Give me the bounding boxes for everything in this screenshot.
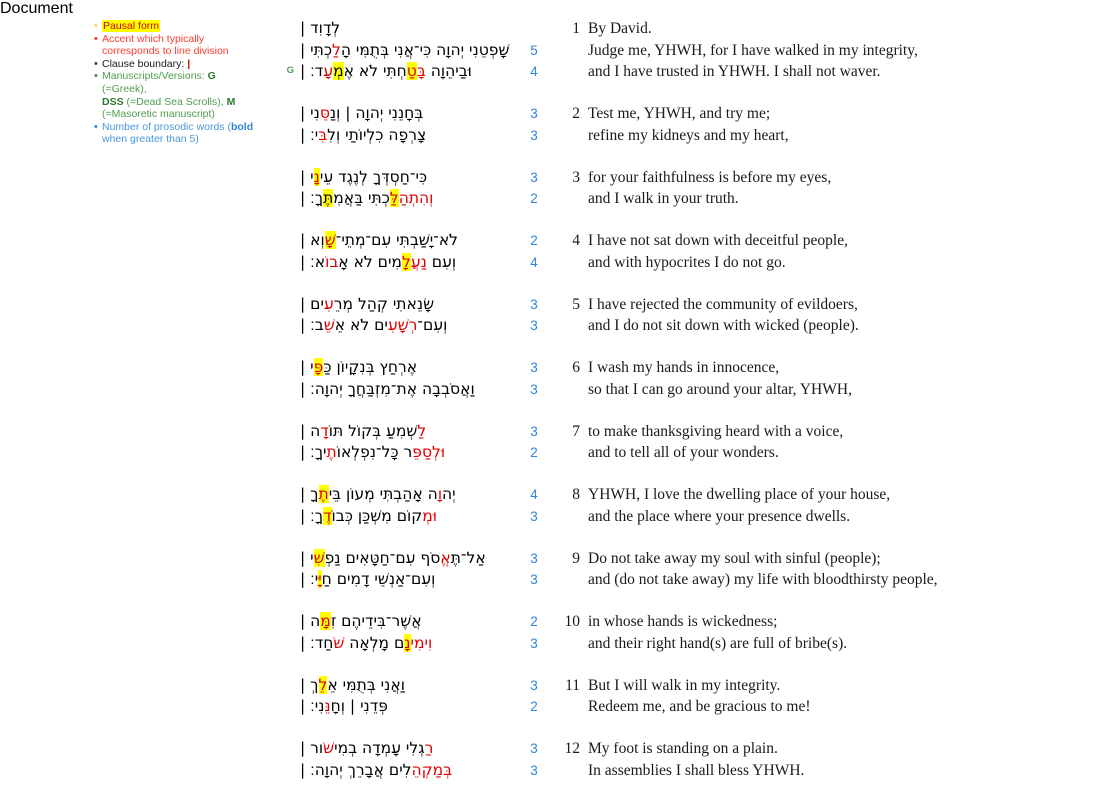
hebrew-segment: צָרְפָה כִלְיוֹתַי וְל [327, 125, 427, 144]
english-line: Do not take away my soul with sinful (people); [588, 549, 881, 567]
prosodic-count: 3 [530, 296, 538, 312]
clause-boundary-bar: | [300, 231, 306, 249]
clause-boundary-bar: | [300, 739, 306, 757]
hebrew-line [300, 442, 522, 464]
clause-boundary-bar: | [345, 104, 351, 122]
english-line: YHWH, I love the dwelling place of your house, [588, 486, 891, 503]
prosodic-count: 3 [530, 423, 538, 439]
clause-boundary-bar: | [300, 167, 306, 186]
hebrew-text [300, 421, 522, 464]
clause-boundary-bar: | [300, 760, 306, 779]
hebrew-line [300, 548, 522, 570]
verse-row [0, 738, 1110, 781]
clause-boundary-bar: | [300, 675, 306, 694]
hebrew-segment: ךְ [305, 675, 319, 694]
verse-row [0, 40, 1110, 83]
line-division-accent: וְ [429, 189, 434, 207]
english-line: By David. [588, 20, 652, 37]
line-division-accent: וִ [427, 633, 433, 652]
clause-boundary-bar: | [300, 358, 306, 376]
pausal-form-accent: מָּ [320, 612, 331, 630]
clause-boundary-bar: | [300, 316, 306, 334]
line-division-accent: שֹׁ [323, 739, 335, 757]
legend-pausal-swatch: Pausal form [103, 20, 160, 32]
hebrew-segment: ַכְתִּי בַּאֲמ [333, 189, 390, 207]
hebrew-text [300, 357, 522, 400]
hebrew-segment: חַד׃ [305, 633, 334, 652]
hebrew-segment: ם מָלְאָה [344, 633, 405, 652]
prosodic-word-counts [522, 357, 546, 400]
hebrew-segment: ֵנִי [305, 104, 320, 122]
english-translation [588, 357, 1110, 400]
english-line: in whose hands is wickedness; [588, 613, 778, 630]
hebrew-text [300, 40, 522, 83]
clause-boundary-bar: | [300, 125, 306, 144]
hebrew-segment: ִּי׃ [305, 125, 319, 144]
manuscript-siglum [0, 103, 300, 128]
hebrew-segment: ָי׃ [305, 570, 319, 588]
verse-number: 2 [572, 105, 580, 122]
prosodic-count: 3 [530, 677, 538, 693]
line-division-accent: לְסַפּ [412, 443, 441, 461]
english-translation [588, 294, 1110, 337]
clause-boundary-bar: | [300, 189, 306, 207]
english-translation [588, 611, 1110, 654]
hebrew-segment: ים לֹא א [334, 316, 388, 334]
legend-mss-prefix: Manuscripts/Versions: [102, 70, 208, 83]
english-line: so that I can go around your altar, YHWH, [588, 380, 852, 398]
verse-number: 3 [572, 168, 580, 186]
hebrew-line [300, 167, 522, 189]
english-line: and to tell all of your wonders. [588, 444, 779, 461]
hebrew-segment: ַכְתִּי [305, 40, 333, 59]
clause-boundary-bar: | [300, 421, 306, 440]
verse-number: 11 [565, 676, 580, 694]
legend-prosodic-line2: when greater than 5) [102, 133, 199, 146]
prosodic-word-counts [522, 103, 546, 146]
hebrew-text [300, 230, 522, 273]
verse-number: 1 [572, 20, 580, 37]
prosodic-word-counts [522, 18, 546, 40]
hebrew-segment: א׃ [305, 252, 326, 271]
legend-accent-line1: Accent which typically [102, 32, 205, 45]
line-division-accent: בּ [443, 760, 453, 779]
prosodic-word-counts [522, 230, 546, 273]
english-translation [588, 167, 1110, 210]
prosodic-count: 2 [530, 445, 538, 460]
pausal-form-accent: תֶ [318, 485, 329, 503]
english-translation [588, 738, 1110, 781]
line-division-accent: ת [326, 443, 337, 461]
english-translation [588, 18, 1110, 40]
english-line: for your faithfulness is before my eyes, [588, 168, 832, 186]
clause-boundary-bar: | [300, 485, 306, 503]
manuscript-siglum [0, 675, 300, 700]
line-division-accent: וּ [440, 443, 446, 461]
english-translation [588, 40, 1110, 83]
english-line: and I do not sit down with wicked (people). [588, 317, 859, 334]
legend-bullet-icon: • [94, 70, 98, 83]
line-division-accent: רְשׁ [397, 316, 418, 334]
hebrew-segment: ֵב׃ [305, 316, 324, 334]
hebrew-line [300, 506, 522, 528]
line-division-accent: ִבּ [318, 125, 328, 144]
prosodic-count: 4 [530, 487, 538, 502]
verse-row [0, 611, 1110, 654]
line-division-accent: שֹׁ [333, 633, 345, 652]
line-division-accent: בּ [416, 62, 426, 80]
manuscript-siglum [0, 294, 300, 319]
hebrew-line [300, 421, 522, 443]
pausal-form-accent: שִׁ [313, 548, 325, 567]
verse-row [0, 167, 1110, 210]
pausal-form-accent: נָ [313, 167, 320, 186]
prosodic-word-counts [522, 167, 546, 210]
pausal-form: מְ [333, 62, 344, 80]
hebrew-line [300, 696, 522, 718]
hebrew-line [300, 294, 522, 316]
english-line: and their right hand(s) are full of bribe(s). [588, 634, 848, 652]
line-division-accent: דָ [320, 421, 329, 440]
pausal-form-accent: לָ [401, 252, 411, 271]
english-line: and I walk in your truth. [588, 190, 739, 207]
verse-row [0, 103, 1110, 146]
prosodic-word-counts [522, 548, 546, 591]
verse-row [0, 421, 1110, 464]
hebrew-text [300, 548, 522, 591]
hebrew-line [300, 61, 522, 83]
prosodic-count: 5 [530, 42, 538, 58]
english-line: and I have trusted in YHWH. I shall not waver. [588, 63, 881, 80]
verse-row [0, 548, 1110, 591]
manuscript-siglum [0, 421, 300, 446]
english-line: and the place where your presence dwells. [588, 507, 851, 525]
hebrew-line [300, 675, 522, 697]
hebrew-segment: ה אָהַבְתִּי מְעוֹן בֵּי [328, 485, 438, 503]
pausal-form-accent: יּ [318, 570, 322, 588]
english-line: Redeem me, and be gracious to me! [588, 698, 811, 715]
hebrew-segment: ַשְׁמִעַ בְּקוֹל תּוֹ [328, 421, 418, 440]
clause-boundary-bar: | [300, 40, 306, 59]
hebrew-line [300, 379, 522, 401]
hebrew-segment: בְּחָנֵנִי יְהוָה [350, 104, 424, 122]
hebrew-text [300, 167, 522, 210]
hebrew-segment: ַגְלִי עָמְדָה בְמִי [334, 739, 425, 757]
hebrew-line [300, 484, 522, 506]
prosodic-count: 3 [530, 572, 538, 587]
prosodic-word-counts [522, 40, 546, 83]
hebrew-line [300, 738, 522, 760]
hebrew-segment: לֹא־יָשַׁבְתִּי עִם־מְתֵי־ [335, 231, 458, 249]
prosodic-word-counts [522, 421, 546, 464]
hebrew-segment: וּבַיהֵוָה [425, 62, 472, 80]
english-translation [588, 103, 1110, 146]
hebrew-line [300, 188, 522, 210]
hebrew-segment: ךָ׃ [305, 506, 324, 525]
prosodic-count: 3 [530, 106, 538, 121]
hebrew-text [300, 294, 522, 337]
english-line: to make thanksgiving heard with a voice, [588, 422, 844, 440]
prosodic-count: 3 [530, 508, 538, 524]
verse-row [0, 230, 1110, 273]
clause-boundary-bar: | [300, 697, 306, 715]
clause-boundary-bar: | [300, 506, 306, 525]
line-division-accent: בוֹ [325, 252, 339, 271]
hebrew-segment: ַחְתִּי לֹא אֶ [343, 62, 407, 80]
legend-mss-dss-expand: (=Dead Sea Scrolls), [123, 95, 227, 108]
english-line: refine my kidneys and my heart, [588, 126, 789, 144]
prosodic-count: 2 [530, 699, 538, 714]
hebrew-segment: יְה [442, 485, 456, 503]
clause-boundary-bar: | [300, 443, 306, 461]
pausal-form-accent: נָ [404, 633, 411, 652]
hebrew-segment: ה [305, 421, 321, 440]
english-translation [588, 230, 1110, 273]
line-division-accent: ַסּ [319, 104, 330, 122]
prosodic-count: 3 [530, 318, 538, 333]
english-line: But I will walk in my integrity. [588, 676, 781, 694]
hebrew-line [300, 103, 522, 125]
hebrew-text [300, 18, 522, 40]
clause-boundary-bar: | [300, 633, 306, 652]
verse-number: 12 [564, 740, 580, 757]
legend-mss-masoretic: (=Masoretic manuscript) [102, 108, 215, 121]
line-division-accent: ְמַקְהֵ [411, 760, 444, 779]
verse-number [546, 40, 588, 62]
legend-clause-text: Clause boundary: [102, 57, 188, 70]
hebrew-segment: ךָ׃ [305, 189, 324, 207]
hebrew-segment: כִּי־חַסְדְּךָ לְנֶגֶד עֵי [319, 167, 428, 186]
hebrew-segment: אַל־תּ [450, 548, 486, 567]
hebrew-segment: ור [305, 739, 324, 757]
verse-number: 6 [572, 359, 580, 376]
line-division-accent: ר [424, 739, 434, 757]
verse-number: 8 [572, 486, 580, 503]
legend-prosodic-bold: bold [230, 120, 254, 133]
english-line: In assemblies I shall bless YHWH. [588, 761, 805, 779]
hebrew-segment: שָׁפְטֵנִי יְהוָה כִּי־אֲנִי בְּתֻמִּי הָ [340, 40, 510, 59]
hebrew-line [300, 18, 522, 40]
prosodic-count: 2 [530, 233, 538, 248]
line-division-accent: הִתְהַ [398, 189, 430, 207]
english-line: and with hypocrites I do not go. [588, 253, 786, 271]
manuscript-siglum [0, 167, 300, 192]
manuscript-siglum [0, 230, 300, 255]
english-line: Judge me, YHWH, for I have walked in my integrity, [588, 41, 918, 59]
clause-boundary-bar: | [300, 612, 306, 630]
manuscript-siglum [0, 484, 300, 509]
english-translation [588, 548, 1110, 591]
hebrew-segment: וְעִם־ [417, 316, 448, 334]
pausal-form-accent: לֵ [318, 675, 328, 694]
hebrew-text [300, 484, 522, 527]
line-division-accent: עָ [323, 62, 334, 80]
hebrew-segment: פְּדֵנִי [355, 697, 388, 715]
hebrew-segment: וַאֲנִי בְּתֻמִּי אֵ [327, 675, 405, 694]
hebrew-segment: וְעִם־אַנְשֵׁי דָמִים חַ [321, 570, 436, 588]
prosodic-count: 3 [530, 550, 538, 566]
prosodic-count: 4 [530, 64, 538, 79]
legend-mss-g: G [207, 70, 216, 83]
manuscript-siglum [0, 611, 300, 636]
manuscript-siglum [0, 357, 300, 382]
verse-number: 5 [572, 295, 580, 313]
hebrew-segment: ֵנִי׃ [305, 697, 325, 715]
hebrew-segment: ְקוֹם מִשְׁכַּן כְּבוֹ [331, 506, 423, 525]
hebrew-segment: ךָ [305, 485, 319, 503]
clause-boundary-bar: | [300, 104, 306, 122]
line-division-accent: ֵע [323, 294, 334, 313]
legend-mss-dss: DSS [102, 95, 124, 108]
hebrew-segment: וְא [305, 231, 325, 249]
line-division-accent: ל [417, 421, 427, 440]
prosodic-count: 3 [530, 169, 538, 185]
pausal-form-accent: ַפּ [313, 358, 324, 376]
pausal-form-accent: לּ [389, 189, 399, 207]
prosodic-word-counts [522, 738, 546, 781]
verse-row [0, 294, 1110, 337]
legend-prosodic-prefix: Number of prosodic words ( [102, 120, 231, 133]
pausal-form-accent: שָׁ [324, 231, 336, 249]
prosodic-word-counts [522, 294, 546, 337]
verse-row [0, 484, 1110, 527]
clause-boundary-bar: | [300, 62, 306, 80]
clause-boundary-bar: | [300, 294, 306, 313]
prosodic-count: 3 [530, 741, 538, 756]
prosodic-count: 3 [530, 635, 538, 651]
legend-bullet-icon: • [94, 57, 98, 70]
prosodic-count: 3 [530, 381, 538, 397]
english-line: I wash my hands in innocence, [588, 359, 780, 376]
manuscript-siglum: G [286, 64, 294, 76]
hebrew-segment: י [305, 548, 314, 567]
pausal-form-accent: דֶ [323, 506, 332, 525]
prosodic-count: 3 [530, 762, 538, 778]
hebrew-text [300, 738, 522, 781]
hebrew-segment: לְדָוִד [305, 19, 341, 37]
hebrew-segment: ָי [305, 358, 314, 376]
english-line: I have not sat down with deceitful people, [588, 232, 848, 249]
hebrew-line [300, 760, 522, 782]
english-line: My foot is standing on a plain. [588, 740, 778, 757]
verse-number: 4 [572, 232, 580, 249]
hebrew-line [300, 315, 522, 337]
legend-bullet-icon: • [94, 20, 98, 32]
hebrew-segment: וְעִם [426, 252, 457, 271]
verse-number: 9 [572, 549, 580, 567]
hebrew-segment: מִים לֹא אָ [338, 252, 402, 271]
verse-row [0, 675, 1110, 718]
hebrew-line [300, 569, 522, 591]
line-division-accent: ָעִ [387, 316, 398, 334]
hebrew-segment: ֵר כָּל־נִפְלְאוֹ [336, 443, 413, 461]
manuscript-siglum [0, 738, 300, 763]
legend-accent-line2: corresponds to line division [102, 45, 229, 58]
line-division-accent: וּ [432, 506, 437, 525]
hebrew-text [300, 611, 522, 654]
hebrew-text [300, 675, 522, 718]
hebrew-line [300, 125, 522, 147]
clause-boundary-bar: | [300, 252, 306, 271]
clause-boundary-bar: | [349, 697, 356, 715]
pausal-form: ִת [323, 189, 334, 207]
line-division-accent: ימִי [410, 633, 428, 652]
hebrew-segment: וַאֲסֹבְבָה אֶת־מִזְבַּחֲךָ יְהוָה׃ [305, 379, 475, 398]
hebrew-segment: ד׃ [305, 62, 324, 80]
verse-row [0, 357, 1110, 400]
clause-bar-icon: | [187, 57, 191, 70]
pausal-form-accent: ָט [406, 62, 417, 80]
hebrew-text [300, 103, 522, 146]
line-division-accent: ֶאֱ [440, 548, 451, 567]
hebrew-line [300, 357, 522, 379]
hebrew-line [300, 40, 522, 62]
clause-boundary-bar: | [300, 379, 306, 398]
legend-mss-greek: (=Greek), [102, 82, 147, 95]
hebrew-segment: ה [305, 612, 321, 630]
line-division-accent: ל [332, 40, 341, 59]
prosodic-word-counts [522, 484, 546, 527]
hebrew-line [300, 633, 522, 655]
prosodic-word-counts [522, 675, 546, 718]
legend-bullet-icon: • [94, 120, 98, 133]
hebrew-segment: אֶרְחַץ בְּנִקָיוֹן כּ [323, 358, 418, 376]
clause-boundary-bar: | [300, 548, 306, 567]
line-division-accent: וָ [437, 485, 443, 503]
prosodic-word-counts [522, 611, 546, 654]
hebrew-segment: ֶיךָ׃ [305, 443, 327, 461]
legend-mss-m: M [226, 95, 236, 108]
hebrew-line [300, 252, 522, 274]
english-translation [588, 484, 1110, 527]
prosodic-count: 2 [530, 191, 538, 206]
clause-boundary-bar: | [300, 19, 306, 37]
hebrew-segment: י [305, 167, 314, 186]
manuscript-siglum [0, 548, 300, 573]
verse-number: 7 [572, 422, 580, 440]
line-division-accent: נַעֲ [410, 252, 427, 271]
english-translation [588, 421, 1110, 464]
hebrew-segment: וְח [330, 697, 350, 715]
prosodic-count: 3 [530, 360, 538, 375]
hebrew-segment: לִים אֲבָרֵךְ יְהוָה׃ [305, 760, 412, 779]
line-division-accent: ֵשׁ [323, 316, 335, 334]
legend-bullet-icon: • [94, 32, 98, 45]
hebrew-segment: ִים [305, 294, 324, 313]
prosodic-count: 2 [530, 614, 538, 629]
english-line: I have rejected the community of evildoers, [588, 295, 858, 313]
prosodic-count: 4 [530, 254, 538, 270]
hebrew-segment: אֲשֶׁר־בִּידֵיהֶם זִ [330, 612, 422, 630]
clause-boundary-bar: | [300, 570, 306, 588]
hebrew-line [300, 611, 522, 633]
hebrew-segment: סֹף עִם־חַטָּאִים נַפְ [324, 548, 441, 567]
hebrew-line [300, 230, 522, 252]
prosodic-count: 3 [530, 127, 538, 143]
verse-number: 10 [564, 613, 580, 630]
english-translation [588, 675, 1110, 718]
english-line: and (do not take away) my life with bloodthirsty people, [588, 571, 938, 588]
line-division-accent: מ [422, 506, 433, 525]
hebrew-segment: וְנ [329, 104, 346, 122]
hebrew-segment: שָׂנֵאתִי קְהַל מְר [333, 294, 435, 313]
line-division-accent: ָנּ [324, 697, 331, 715]
english-line: Test me, YHWH, and try me; [588, 105, 771, 122]
